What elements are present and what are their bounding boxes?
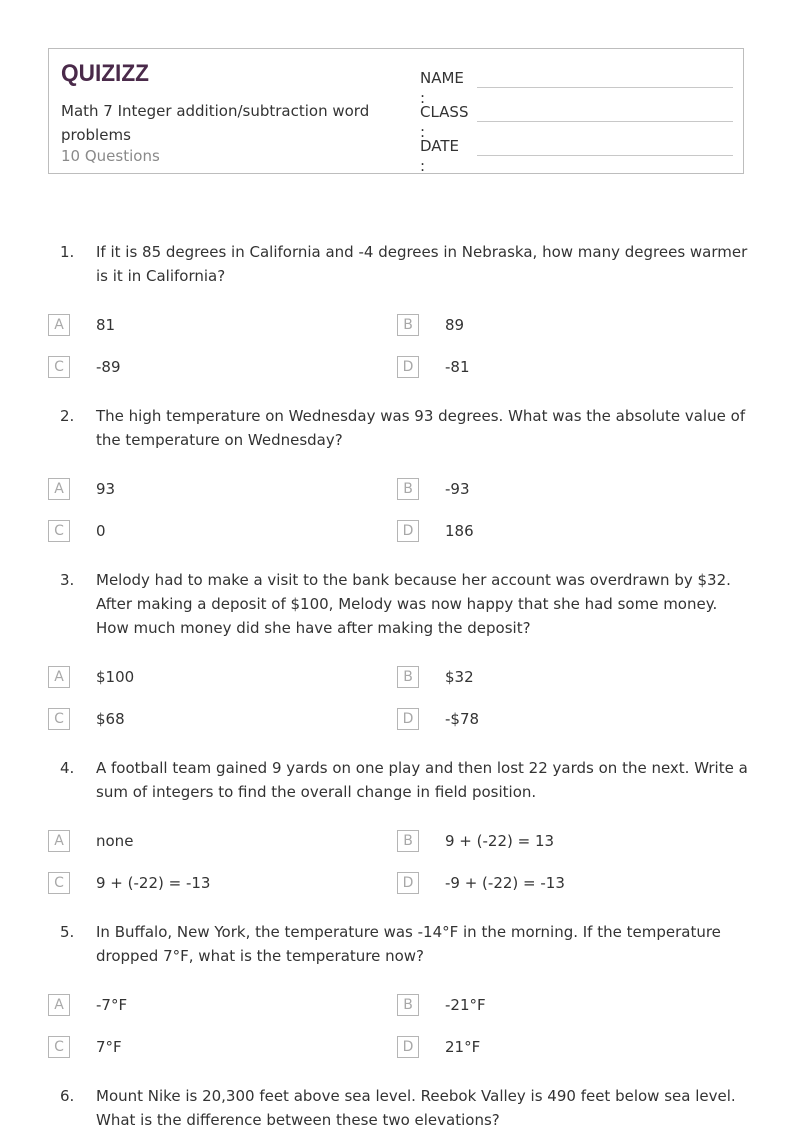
option-text-b[interactable]: -93 xyxy=(445,480,470,498)
quizizz-logo xyxy=(61,59,153,91)
question-text: Melody had to make a visit to the bank because her account was overdrawn by $32. After making a deposit of $100, Melody was now happy that she had some money. How much money did she have after making the deposit? xyxy=(96,571,731,637)
option-letter-d[interactable]: D xyxy=(397,872,419,894)
question-number: 1. xyxy=(60,243,75,261)
option-letter-d[interactable]: D xyxy=(397,708,419,730)
option-text-b[interactable]: 9 + (-22) = 13 xyxy=(445,832,555,850)
option-text-c[interactable]: -89 xyxy=(96,358,121,376)
option-letter-d[interactable]: D xyxy=(397,1036,419,1058)
brand-logo-image xyxy=(61,59,153,87)
option-text-d[interactable]: 186 xyxy=(445,522,474,540)
date-label: DATE : xyxy=(420,137,460,175)
option-text-a[interactable]: 93 xyxy=(96,480,116,498)
option-letter-b[interactable]: B xyxy=(397,830,419,852)
option-letter-c[interactable]: C xyxy=(48,708,70,730)
option-letter-c[interactable]: C xyxy=(48,520,70,542)
question-number: 2. xyxy=(60,407,75,425)
name-line[interactable] xyxy=(477,87,733,88)
option-letter-a[interactable]: A xyxy=(48,994,70,1016)
option-text-b[interactable]: 89 xyxy=(445,316,465,334)
option-text-d[interactable]: -9 + (-22) = -13 xyxy=(445,874,565,892)
question-number: 4. xyxy=(60,759,75,777)
option-text-a[interactable]: $100 xyxy=(96,668,135,686)
option-letter-d[interactable]: D xyxy=(397,356,419,378)
question-count: 10 Questions xyxy=(61,147,160,165)
option-letter-a[interactable]: A xyxy=(48,314,70,336)
question-number: 6. xyxy=(60,1087,75,1105)
option-text-d[interactable]: 21°F xyxy=(445,1038,481,1056)
option-text-a[interactable]: 81 xyxy=(96,316,116,334)
option-text-d[interactable]: -$78 xyxy=(445,710,480,728)
class-line[interactable] xyxy=(477,121,733,122)
option-letter-a[interactable]: A xyxy=(48,666,70,688)
option-letter-c[interactable]: C xyxy=(48,1036,70,1058)
option-text-b[interactable]: $32 xyxy=(445,668,474,686)
question-text: Mount Nike is 20,300 feet above sea level. Reebok Valley is 490 feet below sea level. What is the difference between these two elevations? xyxy=(96,1087,736,1129)
question-number: 5. xyxy=(60,923,75,941)
date-line[interactable] xyxy=(477,155,733,156)
worksheet-header xyxy=(48,48,744,174)
option-letter-b[interactable]: B xyxy=(397,314,419,336)
option-text-c[interactable]: 0 xyxy=(96,522,106,540)
svg-text:QUIZIZZ: QUIZIZZ xyxy=(61,60,149,87)
option-letter-c[interactable]: C xyxy=(48,872,70,894)
option-text-c[interactable]: 9 + (-22) = -13 xyxy=(96,874,211,892)
name-label: NAME : xyxy=(420,69,464,107)
option-letter-b[interactable]: B xyxy=(397,994,419,1016)
question-text: In Buffalo, New York, the temperature was -14°F in the morning. If the temperature dropped 7°F, what is the temperature now? xyxy=(96,923,721,965)
option-letter-c[interactable]: C xyxy=(48,356,70,378)
option-letter-b[interactable]: B xyxy=(397,478,419,500)
question-text: The high temperature on Wednesday was 93 degrees. What was the absolute value of the temperature on Wednesday? xyxy=(96,407,746,449)
question-text: If it is 85 degrees in California and -4 degrees in Nebraska, how many degrees warmer is it in California? xyxy=(96,243,748,285)
class-label: CLASS : xyxy=(420,103,469,141)
option-text-b[interactable]: -21°F xyxy=(445,996,486,1014)
option-letter-b[interactable]: B xyxy=(397,666,419,688)
option-letter-a[interactable]: A xyxy=(48,478,70,500)
worksheet-title: Math 7 Integer addition/subtraction word problems xyxy=(61,102,370,144)
question-number: 3. xyxy=(60,571,75,589)
option-text-a[interactable]: none xyxy=(96,832,134,850)
option-text-d[interactable]: -81 xyxy=(445,358,470,376)
option-letter-d[interactable]: D xyxy=(397,520,419,542)
option-text-c[interactable]: $68 xyxy=(96,710,125,728)
option-text-a[interactable]: -7°F xyxy=(96,996,128,1014)
question-text: A football team gained 9 yards on one play and then lost 22 yards on the next. Write a sum of integers to find the overall change in field position. xyxy=(96,759,748,801)
option-text-c[interactable]: 7°F xyxy=(96,1038,122,1056)
option-letter-a[interactable]: A xyxy=(48,830,70,852)
